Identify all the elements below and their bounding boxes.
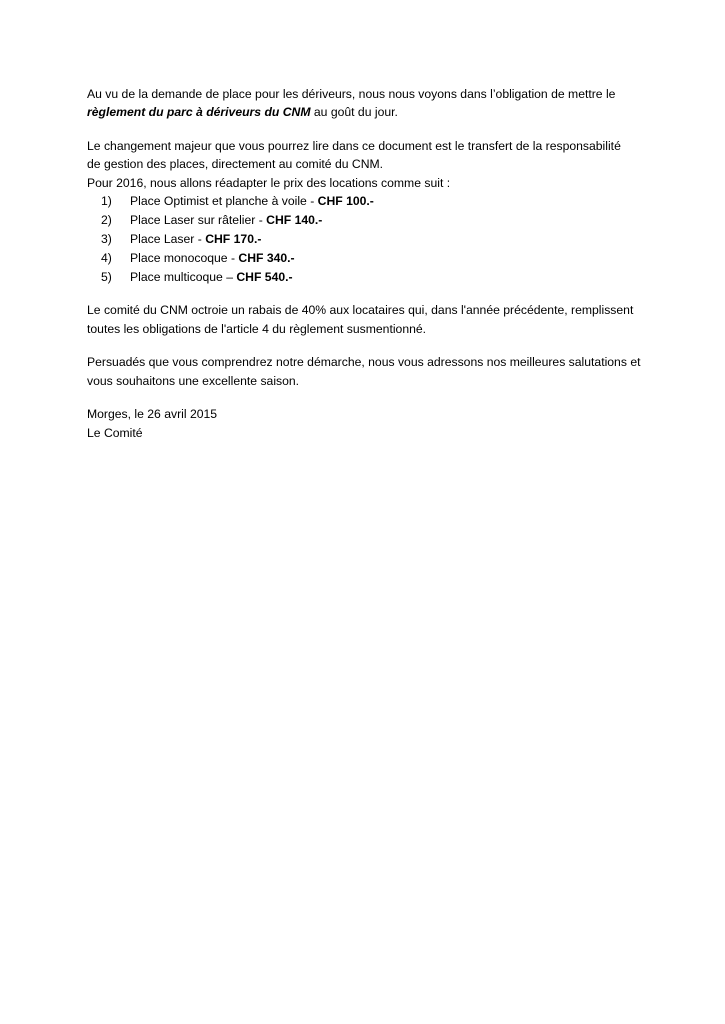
- change-line-1: Le changement majeur que vous pourrez lire dans ce document est le transfert de la responsabilité: [87, 138, 621, 153]
- intro-line-1: Au vu de la demande de place pour les dériveurs, nous nous voyons dans l’obligation de mettre le: [87, 87, 616, 101]
- list-item-number: 4): [101, 250, 112, 265]
- list-item-number: 3): [101, 231, 112, 246]
- list-item-label: Place Laser sur râtelier -: [130, 212, 267, 227]
- signature-block: [87, 405, 647, 442]
- tariff-list: [87, 192, 647, 286]
- list-item: [87, 192, 647, 211]
- intro-line-2: [87, 103, 647, 121]
- change-line-3: Pour 2016, nous allons réadapter le prix des locations comme suit :: [87, 175, 451, 190]
- closing-line-1: Persuadés que vous comprendrez notre démarche, nous vous adressons nos meilleures salutations et: [87, 355, 641, 370]
- signatory: Le Comité: [87, 425, 143, 440]
- letter-body: [87, 85, 647, 442]
- list-item-label: Place multicoque –: [130, 269, 237, 284]
- list-item: [87, 230, 647, 249]
- list-item-price: CHF 100.-: [317, 194, 374, 209]
- list-item-number: 2): [101, 212, 112, 227]
- list-item-label: Place Laser -: [130, 231, 206, 246]
- intro-paragraph: [87, 85, 647, 122]
- list-item: [87, 249, 647, 268]
- discount-line-2: toutes les obligations de l'article 4 du règlement susmentionné.: [87, 321, 427, 336]
- closing-line-2: vous souhaitons une excellente saison.: [87, 373, 300, 388]
- discount-paragraph: [87, 301, 647, 338]
- list-item-price: CHF 540.-: [236, 269, 293, 284]
- regulation-title: règlement du parc à dériveurs du CNM: [87, 105, 311, 120]
- intro-line-2-suffix: au goût du jour.: [310, 105, 398, 120]
- list-item: [87, 211, 647, 230]
- change-paragraph: [87, 137, 647, 192]
- closing-paragraph: [87, 353, 647, 390]
- place-date: Morges, le 26 avril 2015: [87, 407, 218, 422]
- discount-line-1: Le comité du CNM octroie un rabais de 40% aux locataires qui, dans l'année précédente, remplissent: [87, 303, 634, 318]
- list-item-label: Place Optimist et planche à voile -: [130, 194, 318, 209]
- list-item-price: CHF 170.-: [205, 231, 262, 246]
- list-item: [87, 268, 647, 287]
- list-item-label: Place monocoque -: [130, 250, 239, 265]
- list-item-price: CHF 340.-: [238, 250, 295, 265]
- list-item-price: CHF 140.-: [266, 212, 323, 227]
- list-item-number: 5): [101, 269, 112, 284]
- list-item-number: 1): [101, 194, 112, 209]
- change-line-2: de gestion des places, directement au comité du CNM.: [87, 157, 384, 172]
